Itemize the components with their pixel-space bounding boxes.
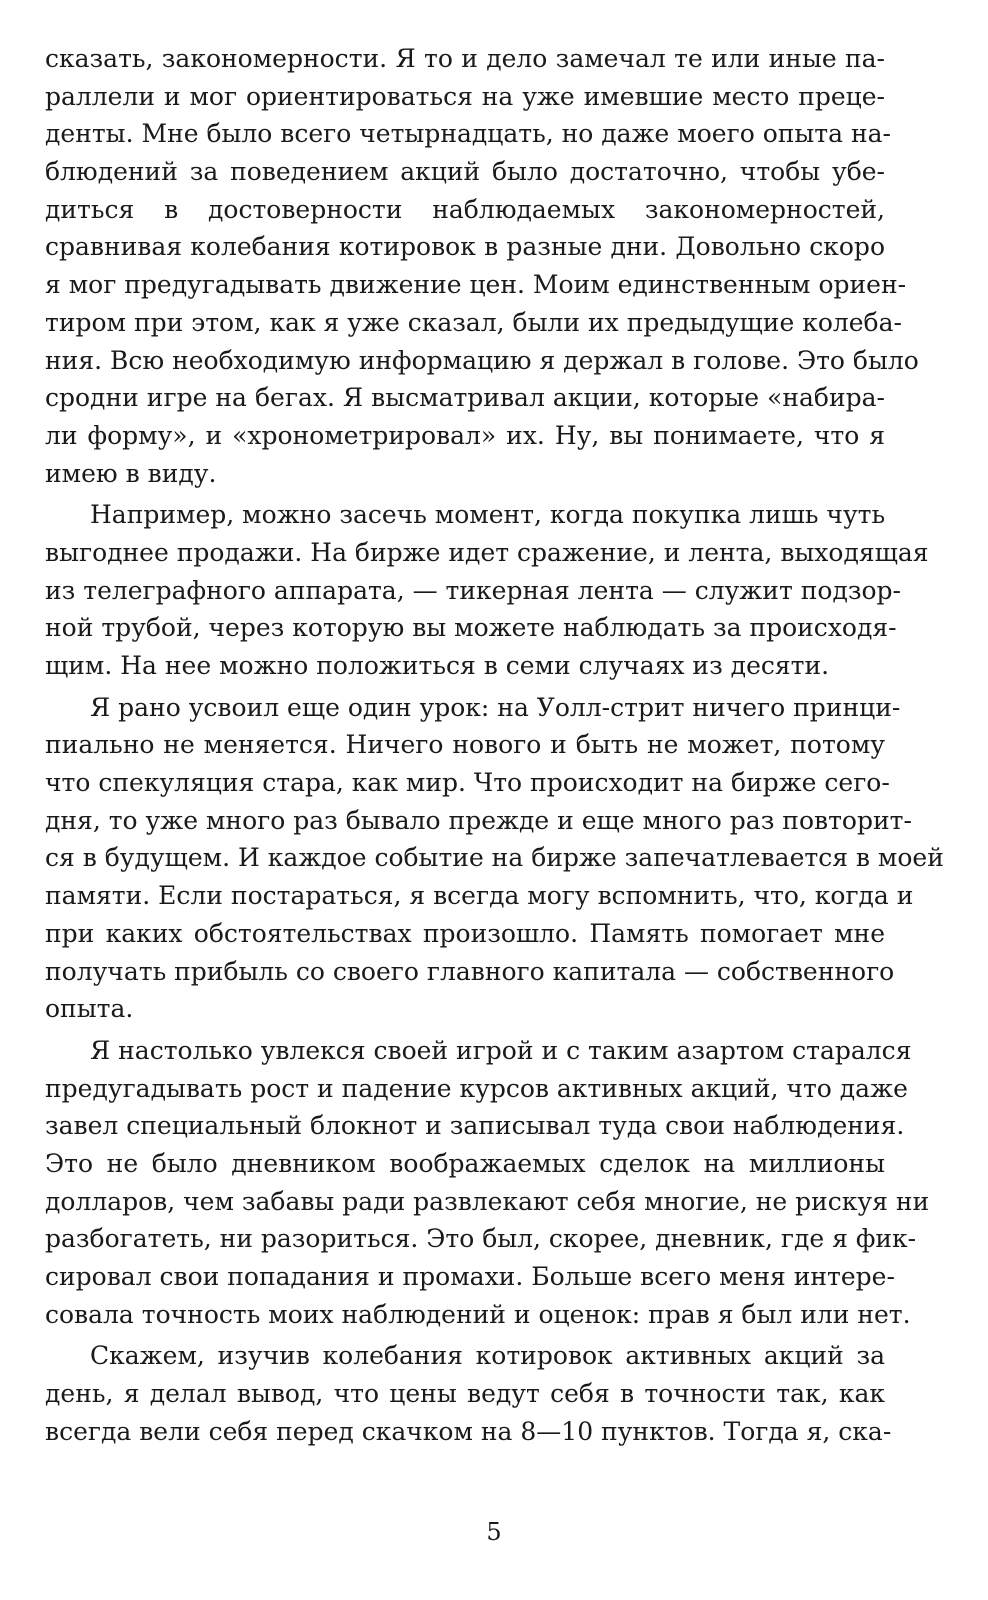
text-line: я мог предугадывать движение цен. Моим единственным ориен-: [45, 270, 907, 300]
paragraph: [45, 496, 929, 684]
text-line: сировал свои попадания и промахи. Больше всего меня интере-: [45, 1262, 895, 1291]
text-line: памяти. Если постараться, я всегда могу вспомнить, что, когда и: [45, 881, 914, 911]
text-line: денты. Мне было всего четырнадцать, но даже моего опыта на-: [45, 119, 891, 149]
text-line: Скажем, изучив колебания котировок активных акций за: [90, 1341, 885, 1371]
text-line: сравнивая колебания котировок в разные дни. Довольно скоро: [45, 232, 885, 262]
text-line: ной трубой, через которую вы можете наблюдать за происходя-: [45, 613, 897, 643]
paragraph: [45, 1337, 892, 1450]
text-line: дня, то уже много раз бывало прежде и еще много раз повторит-: [45, 805, 912, 835]
text-line: Это не было дневником воображаемых сделок на миллионы: [45, 1148, 885, 1178]
text-line: Например, можно засечь момент, когда покупка лишь чуть: [90, 500, 886, 530]
paragraph: [45, 689, 944, 1028]
text-line: разбогатеть, ни разориться. Это был, скорее, дневник, где я фик-: [45, 1224, 917, 1254]
text-line: Я настолько увлекся своей игрой и с таким азартом старался: [90, 1035, 912, 1065]
text-line: пиально не меняется. Ничего нового и быть не может, потому: [45, 730, 885, 760]
text-line: при каких обстоятельствах произошло. Память помогает мне: [45, 918, 885, 948]
text-line: получать прибыль со своего главного капитала — собственного: [45, 956, 895, 986]
text-line: имею в виду.: [45, 458, 217, 488]
text-line: ния. Всю необходимую информацию я держал в голове. Это было: [45, 345, 919, 375]
text-line: совала точность моих наблюдений и оценок: прав я был или нет.: [45, 1299, 911, 1329]
text-line: блюдений за поведением акций было достаточно, чтобы убе-: [45, 157, 885, 187]
text-line: щим. На нее можно положиться в семи случаях из десяти.: [45, 651, 830, 680]
text-line: завел специальный блокнот и записывал туда свои наблюдения.: [45, 1111, 905, 1141]
text-line: всегда вели себя перед скачком на 8—10 пунктов. Тогда я, ска-: [45, 1416, 892, 1446]
text-line: раллели и мог ориентироваться на уже имевшие место преце-: [45, 81, 885, 111]
text-line: опыта.: [45, 994, 134, 1024]
paragraph: [45, 1032, 930, 1334]
text-line: что спекуляция стара, как мир. Что происходит на бирже сего-: [45, 768, 890, 798]
text-line: тиром при этом, как я уже сказал, были их предыдущие колеба-: [45, 307, 902, 337]
text-line: ся в будущем. И каждое событие на бирже запечатлевается в моей: [45, 843, 944, 873]
body-text: [45, 40, 944, 1450]
text-line: сродни игре на бегах. Я высматривал акции, которые «набира-: [45, 383, 885, 413]
page-number: 5: [486, 1518, 502, 1546]
text-line: день, я делал вывод, что цены ведут себя в точности так, как: [45, 1379, 885, 1409]
text-line: Я рано усвоил еще один урок: на Уолл-стрит ничего принци-: [90, 692, 901, 722]
text-line: из телеграфного аппарата, — тикерная лента — служит подзор-: [45, 575, 901, 605]
text-line: выгоднее продажи. На бирже идет сражение, и лента, выходящая: [45, 537, 929, 567]
text-line: долларов, чем забавы ради развлекают себя многие, не рискуя ни: [45, 1186, 930, 1216]
text-line: предугадывать рост и падение курсов активных акций, что даже: [45, 1073, 908, 1103]
text-line: сказать, закономерности. Я то и дело замечал те или иные па-: [45, 44, 885, 73]
text-line: диться в достоверности наблюдаемых закономерностей,: [45, 194, 885, 224]
text-line: ли форму», и «хронометрировал» их. Ну, вы понимаете, что я: [45, 420, 885, 450]
paragraph: [45, 40, 919, 492]
